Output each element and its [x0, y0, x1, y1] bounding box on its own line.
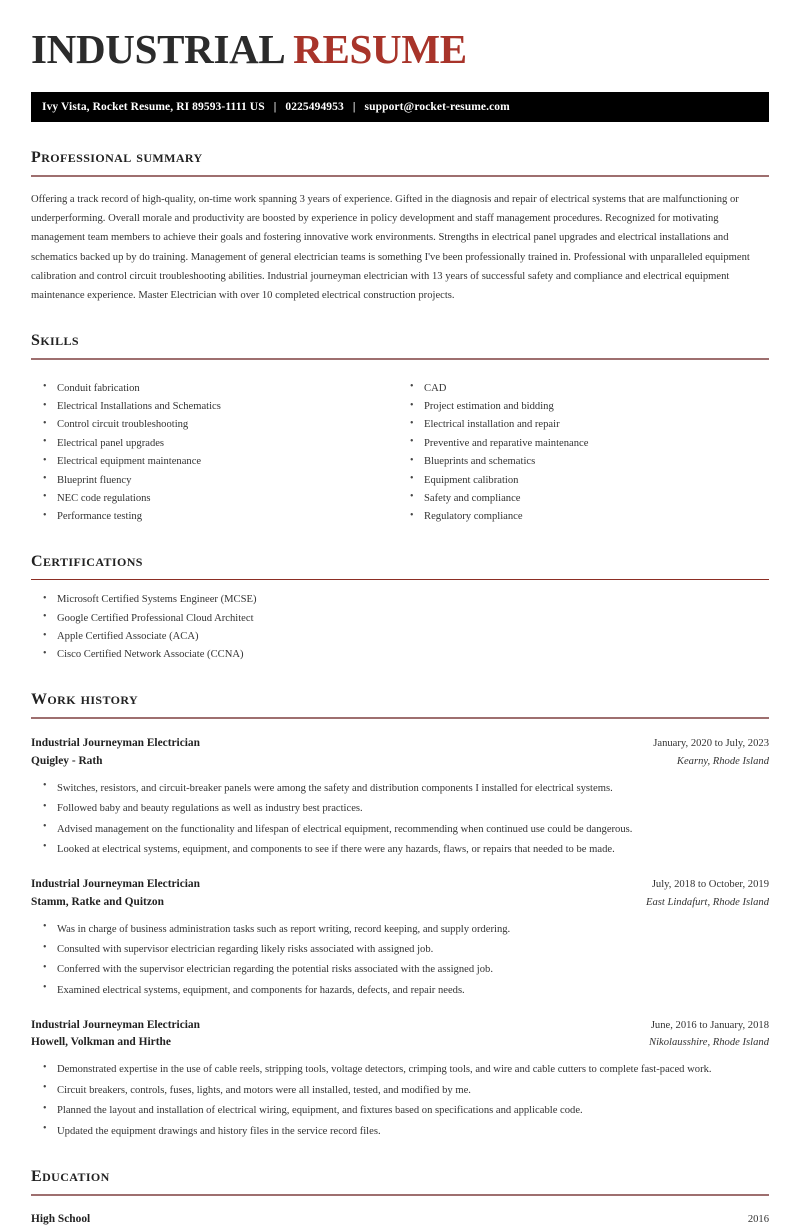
job-company-row	[31, 1034, 769, 1052]
job-company: Quigley - Rath	[31, 754, 103, 767]
section-professional-summary	[31, 141, 769, 305]
job-title-row	[31, 1017, 769, 1035]
list-item: • Control circuit troubleshooting	[57, 416, 400, 434]
list-item: • Looked at electrical systems, equipment, and components to see if there were any hazards, flaws, or repairs that needed to be made.	[57, 839, 769, 859]
list-item: • Project estimation and bidding	[424, 398, 769, 416]
list-item: • NEC code regulations	[57, 489, 400, 507]
section-divider-education	[31, 1194, 769, 1196]
list-item: • Consulted with supervisor electrician regarding likely risks associated with assigned job.	[57, 940, 769, 960]
job-title: Industrial Journeyman Electrician	[31, 1018, 200, 1031]
list-item: • Cisco Certified Network Associate (CCNA)	[57, 646, 769, 664]
section-heading-summary: professional summary	[31, 142, 203, 168]
contact-address: Ivy Vista, Rocket Resume, RI 89593-1111 US	[42, 101, 265, 114]
list-item: • Electrical Installations and Schematics	[57, 398, 400, 416]
section-skills	[31, 324, 769, 526]
page-title	[31, 0, 769, 73]
job-company-row	[31, 753, 769, 771]
job-company: Howell, Volkman and Hirthe	[31, 1036, 171, 1049]
list-item: • Demonstrated expertise in the use of cable reels, stripping tools, voltage detectors, crimping tools, and wire and cable cutters to complete fast-paced work.	[57, 1060, 769, 1080]
education-degree-row	[31, 1211, 769, 1229]
section-certifications	[31, 545, 769, 664]
list-item: • Updated the equipment drawings and history files in the service record files.	[57, 1121, 769, 1141]
list-item: • Electrical panel upgrades	[57, 434, 400, 452]
list-item: • Performance testing	[57, 508, 400, 526]
list-item: • Safety and compliance	[424, 489, 769, 507]
section-divider-summary	[31, 175, 769, 177]
certifications-list	[31, 591, 769, 664]
job-dates: July, 2018 to October, 2019	[651, 878, 769, 890]
list-item: • Blueprints and schematics	[424, 453, 769, 471]
section-divider-certifications	[31, 579, 769, 580]
education-degree: High School	[31, 1213, 91, 1226]
section-heading-education: education	[31, 1161, 110, 1187]
list-item: • Regulatory compliance	[424, 508, 769, 526]
job-dates: June, 2016 to January, 2018	[650, 1019, 769, 1031]
list-item: • Was in charge of business administration tasks such as report writing, record keeping, and supply ordering.	[57, 919, 769, 939]
work-history-entry	[31, 735, 769, 860]
education-year: 2016	[747, 1214, 769, 1226]
job-location: Kearny, Rhode Island	[676, 755, 769, 767]
list-item: • Planned the layout and installation of electrical wiring, equipment, and fixtures based on specifications and applicable code.	[57, 1101, 769, 1121]
job-responsibilities	[31, 1060, 769, 1141]
work-history-entries	[31, 735, 769, 1141]
contact-email[interactable]: support@rocket-resume.com	[364, 101, 510, 114]
job-location: Nikolausshire, Rhode Island	[649, 1037, 769, 1049]
education-entry	[31, 1211, 769, 1229]
list-item: • Microsoft Certified Systems Engineer (MCSE)	[57, 591, 769, 609]
job-title-row	[31, 735, 769, 753]
section-work-history	[31, 683, 769, 1141]
list-item: • Conduit fabrication	[57, 379, 400, 397]
section-divider-work-history	[31, 717, 769, 719]
list-item: • Advised management on the functionality and lifespan of electrical equipment, recommending when continued use could be dangerous.	[57, 819, 769, 839]
education-entries	[31, 1211, 769, 1229]
summary-text: Offering a track record of high-quality, on-time work spanning 3 years of experience. Gifted in the diagnosis and repair of electrical systems that are malfunctioning or underperforming. Overall morale and productivity are boosted by experience in policy development and staff management procedures. Recognized for motivating management team members to achieve their goals and fostering innovative work environments. Strengths in electrical panel upgrades and electrical installations and schematics backed up by do training. Management of general electrician teams is something I've been professionally trained in. Professional with unparalleled equipment calibration and control circuit troubleshooting abilities. Industrial journeyman electrician with 13 years of successful safety and compliance and electrical equipment maintenance experience. Master Electrician with over 10 completed electrical construction projects.	[31, 193, 750, 302]
list-item: • Google Certified Professional Cloud Architect	[57, 609, 769, 627]
job-location: East Lindafurt, Rhode Island	[645, 896, 769, 908]
list-item: • Switches, resistors, and circuit-breaker panels were among the safety and distribution components I installed for electrical systems.	[57, 778, 769, 798]
list-item: • Apple Certified Associate (ACA)	[57, 628, 769, 646]
section-divider-skills	[31, 358, 769, 360]
contact-separator-2: |	[352, 101, 356, 114]
work-history-entry	[31, 876, 769, 1001]
list-item: • CAD	[424, 379, 769, 397]
page-title-primary: INDUSTRIAL	[31, 26, 284, 72]
section-heading-certifications: certifications	[31, 546, 143, 572]
job-dates: January, 2020 to July, 2023	[653, 738, 769, 750]
contact-phone[interactable]: 0225494953	[285, 101, 344, 114]
contact-bar	[31, 92, 769, 122]
list-item: • Electrical installation and repair	[424, 416, 769, 434]
list-item: • Followed baby and beauty regulations as well as industry best practices.	[57, 799, 769, 819]
job-title: Industrial Journeyman Electrician	[31, 737, 200, 750]
list-item: • Electrical equipment maintenance	[57, 453, 400, 471]
list-item: • Equipment calibration	[424, 471, 769, 489]
contact-separator-1: |	[273, 101, 277, 114]
section-education	[31, 1160, 769, 1228]
page-title-accent: RESUME	[293, 26, 467, 72]
list-item: • Preventive and reparative maintenance	[424, 434, 769, 452]
list-item: • Conferred with the supervisor electrician regarding the potential risks associated with the assigned job.	[57, 960, 769, 980]
section-heading-work-history: work history	[31, 684, 139, 710]
list-item: • Examined electrical systems, equipment, and components for hazards, defects, and repair needs.	[57, 980, 769, 1000]
job-responsibilities	[31, 778, 769, 859]
skills-columns	[31, 368, 769, 526]
job-company-row	[31, 894, 769, 912]
job-title: Industrial Journeyman Electrician	[31, 877, 200, 890]
section-heading-skills: skills	[31, 325, 79, 351]
list-item: • Blueprint fluency	[57, 471, 400, 489]
skills-list-left	[31, 379, 400, 526]
skills-list-right	[400, 379, 769, 526]
job-responsibilities	[31, 919, 769, 1000]
work-history-entry	[31, 1017, 769, 1142]
list-item: • Circuit breakers, controls, fuses, lights, and motors were all installed, tested, and modified by me.	[57, 1080, 769, 1100]
job-title-row	[31, 876, 769, 894]
job-company: Stamm, Ratke and Quitzon	[31, 895, 164, 908]
